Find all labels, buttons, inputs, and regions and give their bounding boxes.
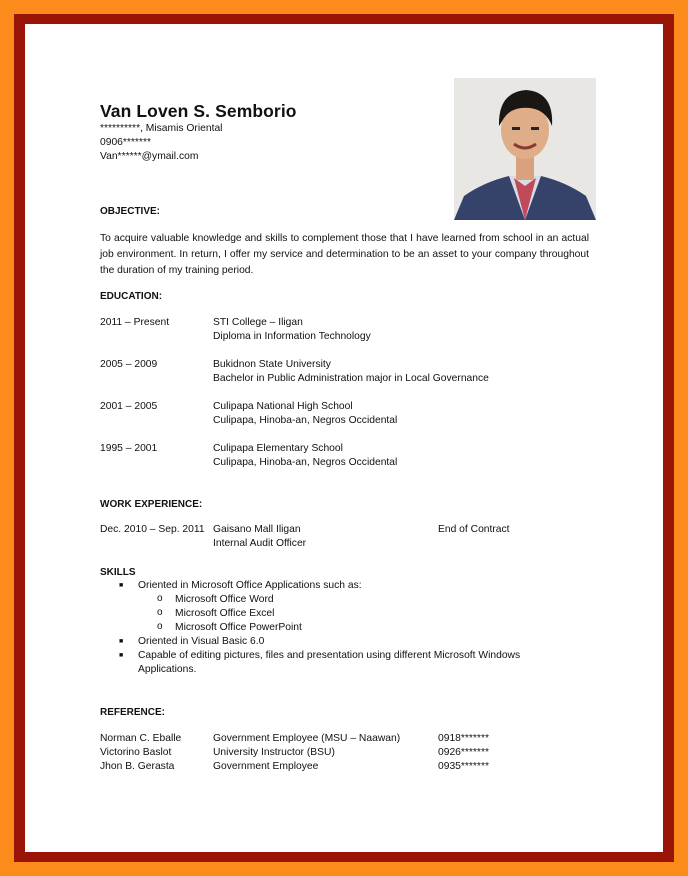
skill-subitem: Microsoft Office PowerPoint [175,622,302,633]
bullet-icon: ■ [119,582,124,589]
education-detail: Culipapa, Hinoba-an, Negros Occidental [213,415,398,426]
work-heading: WORK EXPERIENCE: [100,499,203,510]
page-border [14,14,674,862]
education-detail: Bachelor in Public Administration major in Local Governance [213,373,489,384]
skill-item: Oriented in Visual Basic 6.0 [138,636,265,647]
education-years: 1995 – 2001 [100,443,158,454]
phone-number: 0906******* [100,137,151,148]
skill-item: Capable of editing pictures, files and presentation using different Microsoft Windows [138,650,521,661]
education-years: 2001 – 2005 [100,401,158,412]
education-heading: EDUCATION: [100,291,163,302]
bullet-icon: ■ [119,638,124,645]
applicant-name: Van Loven S. Semborio [100,101,297,121]
email-address: Van******@ymail.com [100,151,199,162]
work-status: End of Contract [438,524,510,535]
education-school: Bukidnon State University [213,359,331,370]
sub-bullet-icon: o [157,607,163,618]
skill-subitem: Microsoft Office Excel [175,608,275,619]
sub-bullet-icon: o [157,593,163,604]
reference-phone: 0935******* [438,761,489,772]
work-position: Internal Audit Officer [213,538,307,549]
education-detail: Diploma in Information Technology [213,331,371,342]
address: **********, Misamis Oriental [100,123,223,134]
education-detail: Culipapa, Hinoba-an, Negros Occidental [213,457,398,468]
reference-position: University Instructor (BSU) [213,747,335,758]
reference-name: Jhon B. Gerasta [100,761,175,772]
objective-heading: OBJECTIVE: [100,206,161,217]
resume-page [25,24,663,852]
bullet-icon: ■ [119,652,124,659]
reference-name: Norman C. Eballe [100,733,182,744]
skill-item-continuation: Applications. [138,664,197,675]
education-school: Culipapa Elementary School [213,443,343,454]
reference-name: Victorino Baslot [100,747,172,758]
reference-phone: 0926******* [438,747,489,758]
profile-photo [454,78,596,220]
skills-heading: SKILLS [100,567,136,578]
reference-heading: REFERENCE: [100,707,166,718]
work-company: Gaisano Mall Iligan [213,524,301,535]
objective-text: To acquire valuable knowledge and skills to complement those that I have learned from school in an actual job environment. In return, I offer my service and determination to be an asset to your company throughout the duration of my training period. [100,233,589,276]
reference-position: Government Employee (MSU – Naawan) [213,733,401,744]
education-years: 2011 – Present [100,317,170,328]
skill-item: Oriented in Microsoft Office Applications such as: [138,580,362,591]
work-dates: Dec. 2010 – Sep. 2011 [100,524,205,535]
reference-phone: 0918******* [438,733,489,744]
sub-bullet-icon: o [157,621,163,632]
skill-subitem: Microsoft Office Word [175,594,274,605]
education-school: STI College – Iligan [213,317,303,328]
education-years: 2005 – 2009 [100,359,158,370]
education-school: Culipapa National High School [213,401,353,412]
reference-position: Government Employee [213,761,319,772]
